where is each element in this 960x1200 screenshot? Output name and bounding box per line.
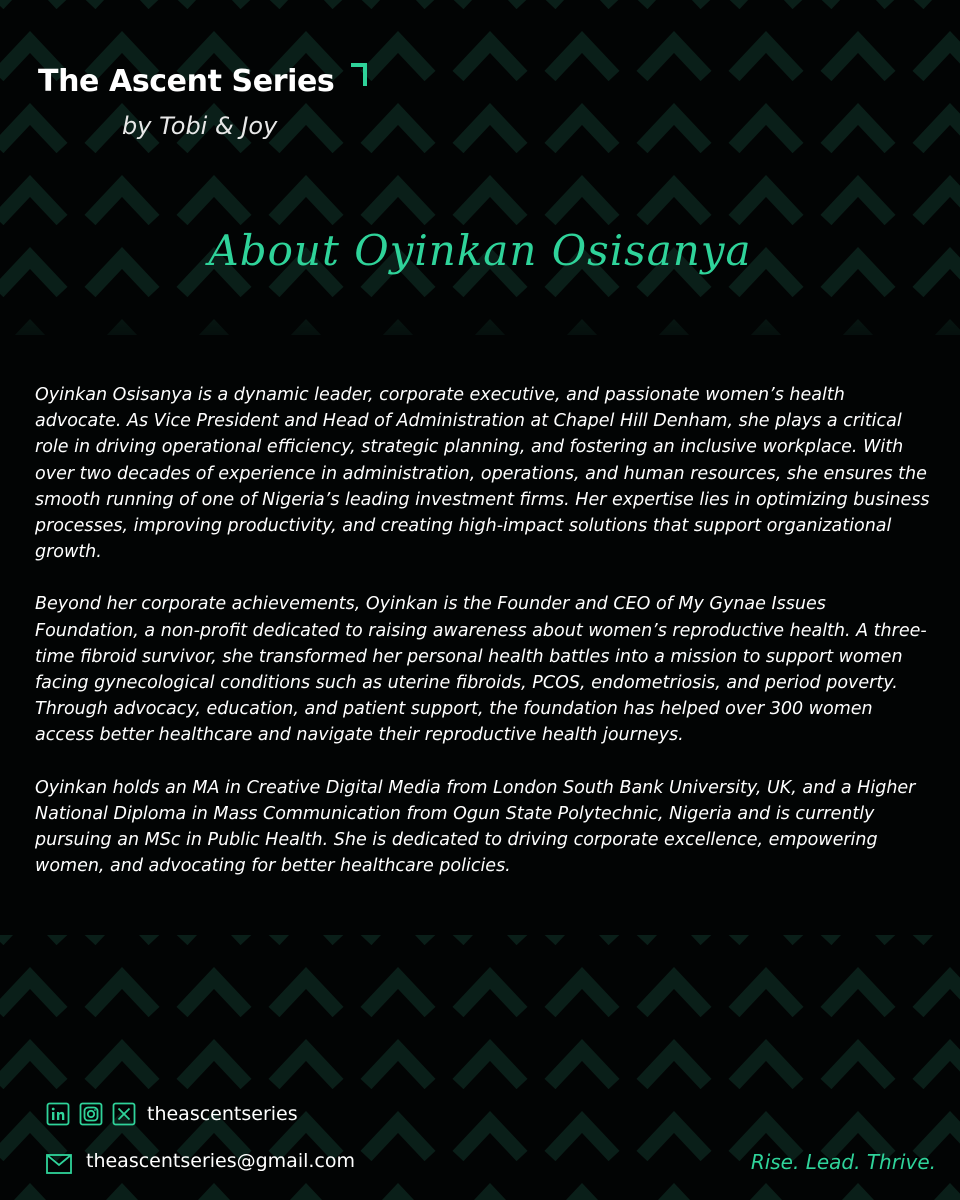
instagram-icon[interactable] — [79, 1102, 103, 1126]
social-handle[interactable]: theascentseries — [147, 1103, 298, 1125]
bio-paragraph-1: Oyinkan Osisanya is a dynamic leader, corporate executive, and passionate women’s health advocate. As Vice President and Head of Administration at Chapel Hill Denham, she plays a critical role in driving operational efficiency, strategic planning, and fostering an inclusive workplace. With over two decades of experience in administration, operations, and human resources, she ensures the smooth running of one of Nigeria’s leading investment firms. Her expertise lies in optimizing business processes, improving productivity, and creating high-impact solutions that support organizational growth. — [35, 385, 930, 563]
bio-paragraph-3: Oyinkan holds an MA in Creative Digital Media from London South Bank University, UK, and a Higher National Diploma in Mass Communication from Ogun State Polytechnic, Nigeria and is currently pursuing an MSc in Public Health. She is dedicated to driving corporate excellence, empowering women, and advocating for better healthcare policies. — [35, 777, 916, 877]
brand-logo — [38, 64, 335, 140]
brand-subtitle: by Tobi & Joy — [122, 112, 278, 140]
tagline: Rise. Lead. Thrive. — [750, 1150, 936, 1174]
x-icon[interactable] — [112, 1102, 136, 1126]
email-link[interactable]: theascentseries@gmail.com — [86, 1150, 356, 1172]
bio-paragraph-2: Beyond her corporate achievements, Oyinkan is the Founder and CEO of My Gynae Issues Foundation, a non-profit dedicated to raising awareness about women’s reproductive health. A three-time fibroid survivor, she transformed her personal health battles into a mission to support women facing gynecological conditions such as uterine fibroids, PCOS, endometriosis, and period poverty. Through advocacy, education, and patient support, the foundation has helped over 300 women access better healthcare and navigate their reproductive health journeys. — [35, 594, 927, 746]
arrow-up-right-icon — [350, 62, 368, 88]
social-links — [46, 1102, 298, 1126]
mail-icon — [46, 1154, 72, 1174]
bio-section — [35, 382, 935, 905]
page-title: About Oyinkan Osisanya — [208, 226, 752, 275]
brand-title: The Ascent Series — [38, 64, 335, 99]
linkedin-icon[interactable] — [46, 1102, 70, 1126]
email-contact — [46, 1148, 355, 1174]
